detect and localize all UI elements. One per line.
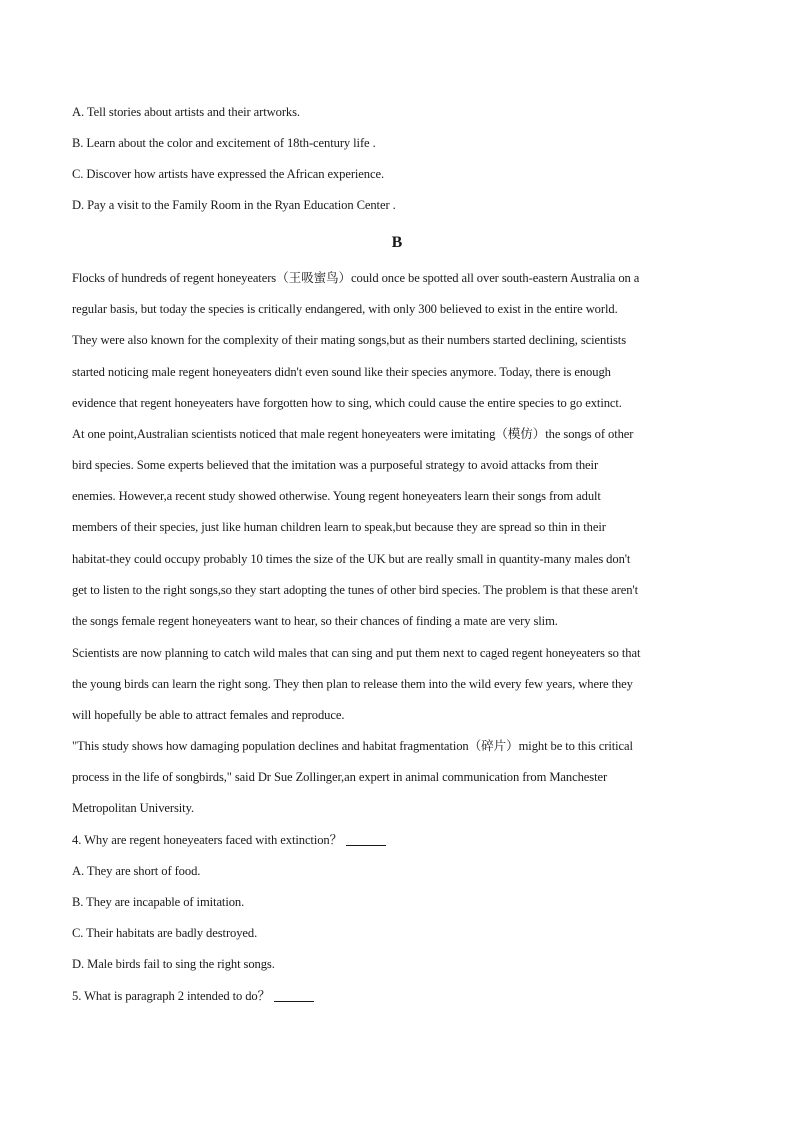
section-heading: B	[391, 234, 403, 251]
passage-line: Metropolitan University.	[72, 801, 194, 815]
answer-blank-5[interactable]	[274, 989, 314, 1002]
passage-line: At one point,Australian scientists noticed that male regent honeyeaters were imitating（模仿）the songs of other	[72, 427, 634, 441]
passage-line: get to listen to the right songs,so they start adopting the tunes of other bird species. The problem is that these aren't	[72, 583, 638, 597]
passage-line: "This study shows how damaging population declines and habitat fragmentation（碎片）might be to this critical	[72, 739, 633, 753]
passage-line: process in the life of songbirds," said Dr Sue Zollinger,an expert in animal communication from Manchester	[72, 770, 608, 784]
passage-line: Flocks of hundreds of regent honeyeaters（王吸蜜鸟）could once be spotted all over south-eastern Australia on a	[72, 271, 640, 285]
prev-option-c: C. Discover how artists have expressed the African experience.	[72, 167, 385, 181]
question-4-option-d: D. Male birds fail to sing the right songs.	[72, 957, 275, 971]
prev-option-a: A. Tell stories about artists and their artworks.	[72, 105, 300, 119]
question-4-option-a: A. They are short of food.	[72, 864, 201, 878]
passage-line: bird species. Some experts believed that the imitation was a purposeful strategy to avoid attacks from their	[72, 458, 599, 472]
passage-line: members of their species, just like human children learn to speak,but because they are spread so thin in their	[72, 520, 606, 534]
question-5-stem	[72, 988, 314, 1004]
passage-line: habitat-they could occupy probably 10 times the size of the UK but are really small in quantity-many males don't	[72, 552, 631, 566]
passage-line: will hopefully be able to attract females and reproduce.	[72, 708, 345, 722]
passage-line: the young birds can learn the right song. They then plan to release them into the wild every few years, where they	[72, 677, 633, 691]
question-5-text: 5. What is paragraph 2 intended to do？	[72, 989, 271, 1003]
prev-option-b: B. Learn about the color and excitement of 18th-century life .	[72, 136, 376, 150]
passage-line: the songs female regent honeyeaters want to hear, so their chances of finding a mate are very slim.	[72, 614, 558, 628]
question-4-text: 4. Why are regent honeyeaters faced with extinction？	[72, 833, 343, 847]
answer-blank-4[interactable]	[346, 833, 386, 846]
passage-line: enemies. However,a recent study showed otherwise. Young regent honeyeaters learn their songs from adult	[72, 489, 601, 503]
passage-line: regular basis, but today the species is critically endangered, with only 300 believed to exist in the entire world.	[72, 302, 618, 316]
question-4-option-b: B. They are incapable of imitation.	[72, 895, 245, 909]
passage-line: They were also known for the complexity of their mating songs,but as their numbers started declining, scientists	[72, 333, 626, 347]
prev-option-d: D. Pay a visit to the Family Room in the Ryan Education Center .	[72, 198, 396, 212]
question-4-stem	[72, 832, 386, 848]
passage-line: evidence that regent honeyeaters have forgotten how to sing, which could cause the entire species to go extinct.	[72, 396, 622, 410]
passage-line: started noticing male regent honeyeaters didn't even sound like their species anymore. Today, there is enough	[72, 365, 611, 379]
question-4-option-c: C. Their habitats are badly destroyed.	[72, 926, 258, 940]
passage-line: Scientists are now planning to catch wild males that can sing and put them next to caged regent honeyeaters so that	[72, 646, 641, 660]
